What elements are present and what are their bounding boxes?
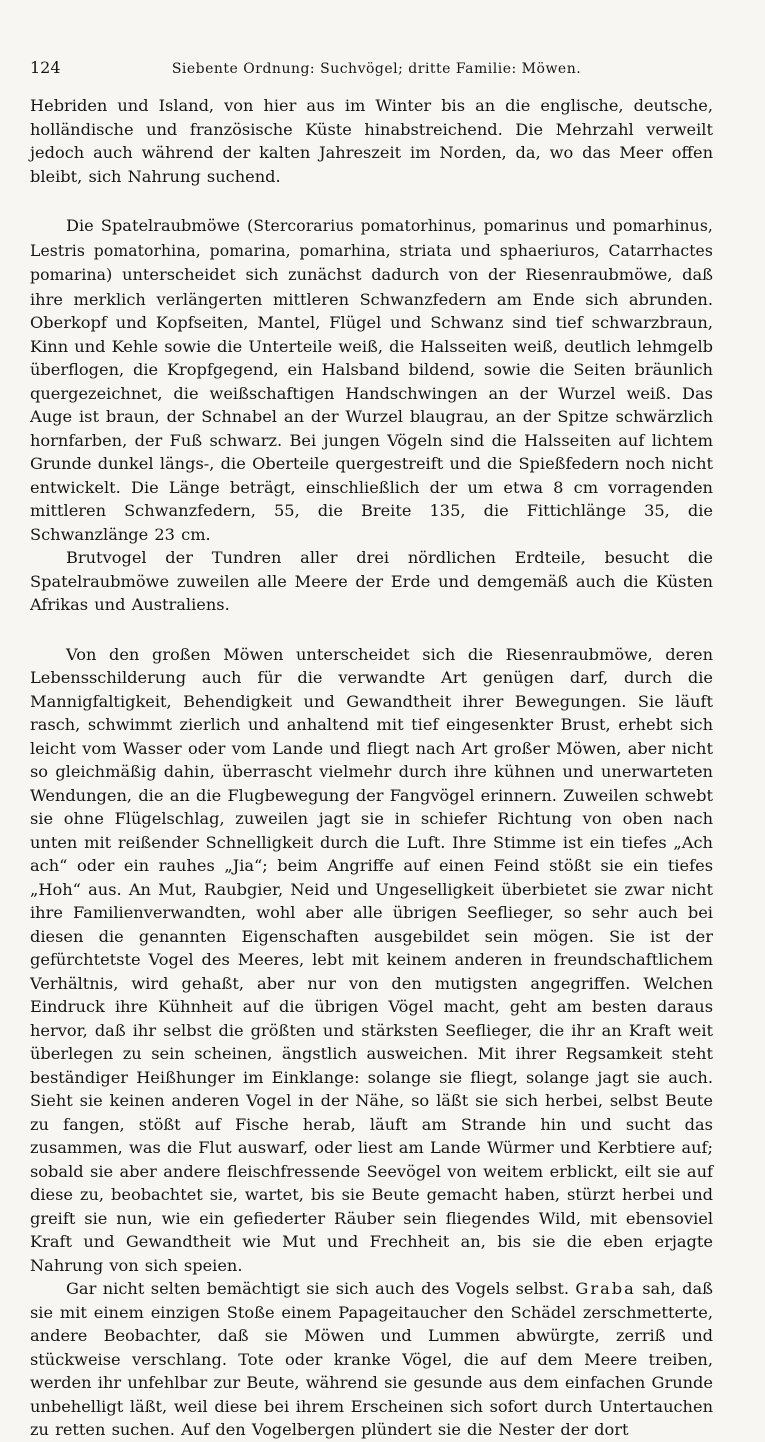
latin-names: Stercorarius pomatorhinus, pomarinus und pomarhinus, Lestris pomatorhina, pomarina, pomarhina, striata und sphaeriuros, Catarrhactes pomarina: [30, 217, 713, 284]
paragraph-text: ) unterscheidet sich zunächst dadurch von der Riesenraubmöwe, daß ihre merklich verlängerten mittleren Schwanzfedern am Ende sich abrunden. Oberkopf und Kopfseiten, Mantel, Flügel und Schwanz sind tief schwarzbraun, Kinn und Kehle sowie die Unterteile weiß, die Halsseiten weiß, deutlich lehmgelb überflogen, die Kropfgegend, ein Halsband bildend, sowie die Seiten bräunlich quergezeichnet, die weißschaftigen Handschwingen an der Wurzel weiß. Das Auge ist braun, der Schnabel an der Wurzel blaugrau, an der Spitze schwärzlich hornfarben, der Fuß schwarz. Bei jungen Vögeln sind die Halsseiten auf lichtem Grunde dunkel längs-, die Oberteile quergestreift und die Spießfedern noch nicht entwickelt. Die Länge beträgt, einschließlich der um etwa 8 cm vorragenden mittleren Schwanzfedern, 55, die Breite 135, die Fittichlänge 35, die Schwanzlänge 23 cm.: [30, 265, 713, 544]
page-body: [30, 94, 713, 1442]
paragraph-text: Gar nicht selten bemächtigt sie sich auch des Vogels selbst.: [66, 1279, 576, 1298]
paragraph-species-description: [30, 214, 713, 546]
author-name: Graba: [575, 1279, 636, 1298]
page-header: [30, 58, 713, 88]
section-gap: [30, 617, 713, 643]
paragraph-behavior: Von den großen Möwen unterscheidet sich die Riesenraubmöwe, deren Lebensschilderung auch für die verwandte Art genügen darf, durch die Mannigfaltigkeit, Behendigkeit und Gewandtheit ihrer Bewegungen. Sie läuft rasch, schwimmt zierlich und anhaltend mit tief eingesenkter Brust, erhebt sich leicht vom Wasser oder vom Lande und fliegt nach Art großer Möwen, aber nicht so gleichmäßig dahin, überrascht vielmehr durch ihre kühnen und unerwarteten Wendungen, die an die Flugbewegung der Fangvögel erinnern. Zuweilen schwebt sie ohne Flügelschlag, zuweilen jagt sie in schiefer Richtung von oben nach unten mit reißender Schnelligkeit durch die Luft. Ihre Stimme ist ein tiefes „Ach ach“ oder ein rauhes „Jia“; beim Angriffe auf einen Feind stößt sie ein tiefes „Hoh“ aus. An Mut, Raubgier, Neid und Ungeselligkeit überbietet sie zwar nicht ihre Familienverwandten, wohl aber alle übrigen Seeflieger, so sehr auch bei diesen die genannten Eigenschaften ausgebildet sein mögen. Sie ist der gefürchtetste Vogel des Meeres, lebt mit keinem anderen in freundschaftlichem Verhältnis, wird gehaßt, aber nur von den mutigsten angegriffen. Welchen Eindruck ihre Kühnheit auf die übrigen Vögel macht, geht am besten daraus hervor, daß ihr selbst die größten und stärksten Seeflieger, die ihr an Kraft weit überlegen zu sein scheinen, ängstlich ausweichen. Mit ihrer Regsamkeit steht beständiger Heißhunger im Einklange: solange sie fliegt, solange jagt sie auch. Sieht sie keinen anderen Vogel in der Nähe, so läßt sie sich herbei, selbst Beute zu fangen, stößt auf Fische herab, läuft am Strande hin und sucht das zusammen, was die Flut auswarf, oder liest am Lande Würmer und Kerbtiere auf; sobald sie aber andere fleischfressende Seevögel von weitem erblickt, eilt sie auf diese zu, beobachtet sie, wartet, bis sie Beute gemacht haben, stürzt herbei und greift sie nun, wie ein gefiederter Räuber sein fliegendes Wild, mit ebensoviel Kraft und Gewandtheit wie Mut und Frechheit an, bis sie die eben erjagte Nahrung von sich speien.: [30, 644, 713, 1275]
paragraph-predation: [30, 1277, 713, 1442]
section-gap: [30, 188, 713, 214]
paragraph-continuation: Hebriden und Island, von hier aus im Winter bis an die englische, deutsche, holländische und französische Küste hinabstreichend. Die Mehrzahl verweilt jedoch auch während der kalten Jahreszeit im Norden, da, wo das Meer offen bleibt, sich Nahrung suchend.: [30, 96, 713, 186]
paragraph-distribution: Brutvogel der Tundren aller drei nördlichen Erdteile, besucht die Spatelraubmöwe zuweilen alle Meere der Erde und demgemäß auch die Küsten Afrikas und Australiens.: [30, 548, 713, 614]
page-number: 124: [30, 58, 61, 77]
paragraph-text: Die Spatelraubmöwe (: [66, 216, 254, 235]
paragraph-text: sah, daß sie mit einem einzigen Stoße einem Papageitaucher den Schädel zerschmetterte, andere Beobachter, daß sie Möwen und Lummen abwürgte, zerriß und stückweise verschlang. Tote oder kranke Vögel, die auf dem Meere treiben, werden ihr unfehlbar zur Beute, während sie gesunde aus dem einfachen Grunde unbehelligt läßt, weil diese bei ihrem Erscheinen sich sofort durch Untertauchen zu retten suchen. Auf den Vogelbergen plündert sie die Nester der dort: [30, 1279, 713, 1439]
running-head: Siebente Ordnung: Suchvögel; dritte Familie: Möwen.: [171, 61, 582, 77]
